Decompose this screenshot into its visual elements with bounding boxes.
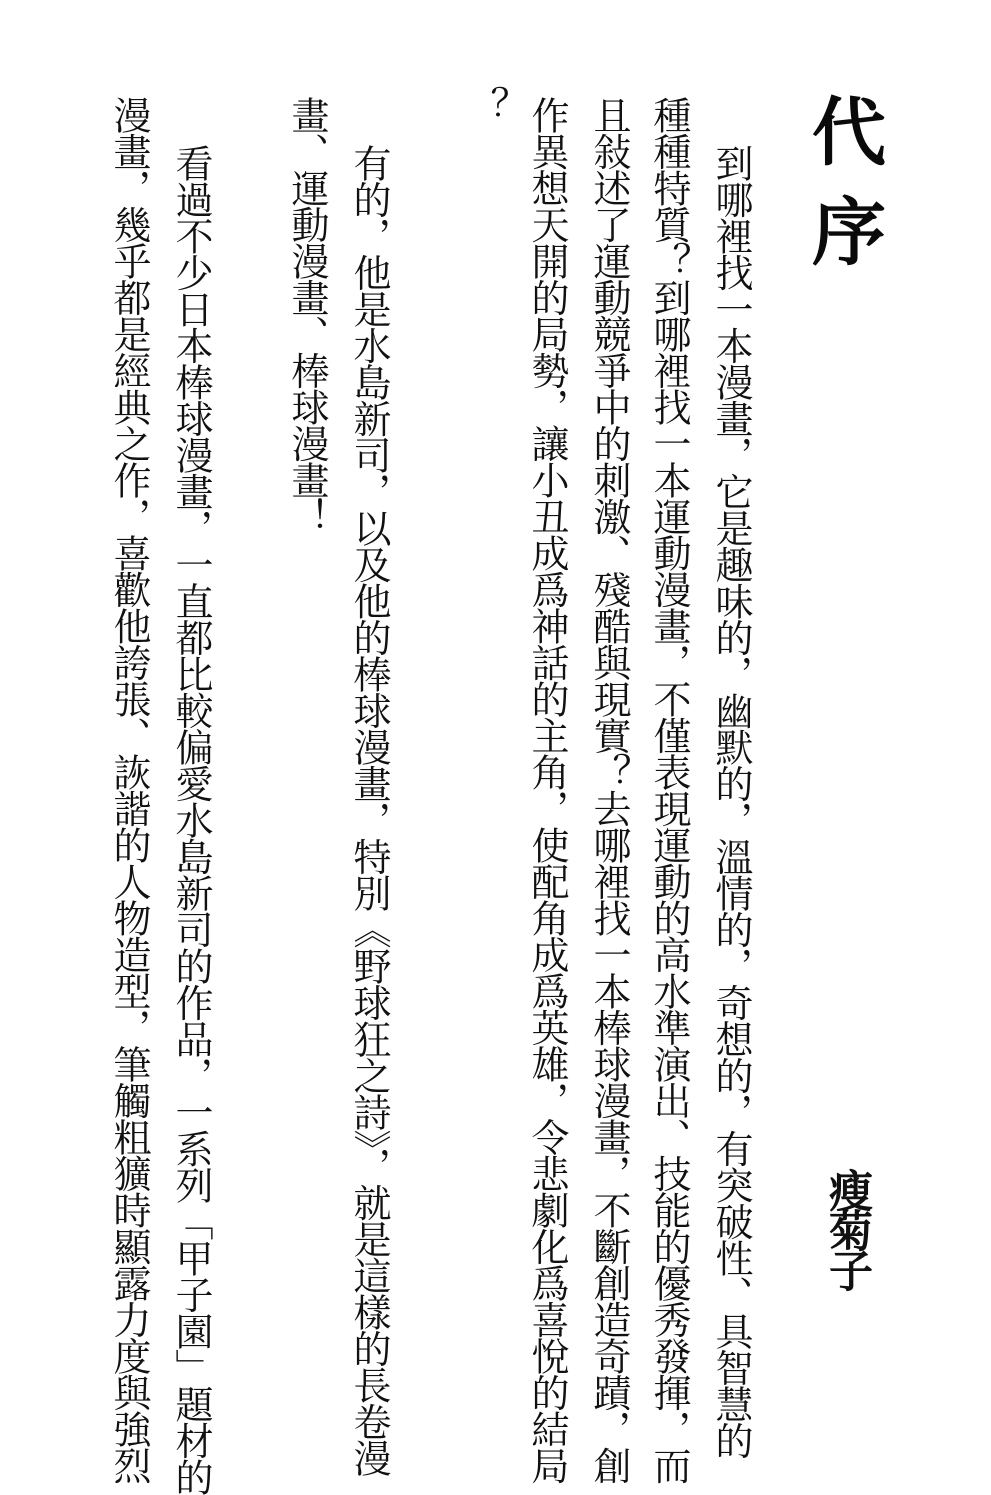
preface-title-char-1: 代 (812, 90, 886, 176)
paragraph-1-column-2: 種種特質？到哪裡找一本運動漫畫，不僅表現運動的高水準演出、技能的優秀發揮，而 (647, 96, 691, 1483)
paragraph-1-column-3: 且敍述了運動競爭中的刺激、殘酷與現實？去哪裡找一本棒球漫畫，不斷創造奇蹟，創 (587, 96, 631, 1483)
paragraph-3-column-1: 看過不少日本棒球漫畫，一直都比較偏愛水島新司的作品，一系列「甲子園」題材的 (169, 144, 213, 1495)
paragraph-2-column-1: 有的，他是水島新司，以及他的棒球漫畫，特別《野球狂之詩》，就是這樣的長卷漫 (347, 144, 391, 1476)
paragraph-3-column-2: 漫畫，幾乎都是經典之作，喜歡他誇張、詼諧的人物造型，筆觸粗獷時顯露力度與強烈 (107, 96, 151, 1483)
paragraph-1-column-5: ？ (465, 86, 509, 123)
paragraph-1-column-1: 到哪裡找一本漫畫，它是趣味的，幽默的，溫情的，奇想的，有突破性、具智慧的 (709, 144, 753, 1458)
preface-title-char-2: 序 (812, 190, 886, 276)
author-name: 瘦菊子 (821, 1168, 872, 1288)
paragraph-1-column-4: 作異想天開的局勢，讓小丑成爲神話的主角，使配角成爲英雄，令悲劇化爲喜悅的結局 (525, 96, 569, 1483)
paragraph-2-column-2: 畫、運動漫畫、棒球漫畫！ (285, 96, 329, 534)
